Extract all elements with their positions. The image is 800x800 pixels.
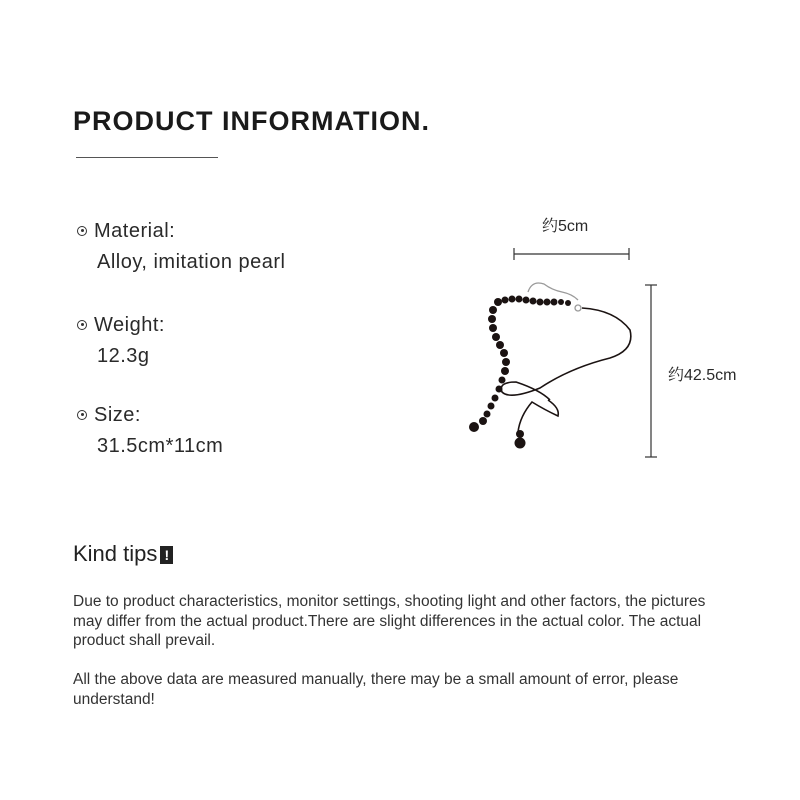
height-dimension-line: [645, 285, 657, 457]
bullet-icon: [77, 320, 87, 330]
height-dimension-label: 约42.5cm: [668, 367, 737, 384]
width-dimension-line: [514, 248, 629, 260]
kind-tips-title: [73, 541, 173, 567]
spec-label: Weight:: [94, 314, 165, 336]
spec-size: [77, 404, 223, 458]
spec-value: Alloy, imitation pearl: [97, 251, 286, 273]
page-title: PRODUCT INFORMATION.: [73, 106, 430, 136]
product-figure: [440, 240, 670, 470]
spec-label: Material:: [94, 220, 176, 242]
spec-weight: [77, 314, 165, 368]
kind-tips-label: Kind tips: [73, 541, 158, 566]
bullet-icon: [77, 226, 87, 236]
spec-value: 12.3g: [97, 345, 150, 367]
width-dimension-label: 约5cm: [542, 218, 589, 235]
spec-material: [77, 220, 285, 274]
title-divider: [76, 157, 218, 158]
necklace-chain: [528, 283, 581, 311]
tips-paragraph: Due to product characteristics, monitor settings, shooting light and other factors, the pictures may differ from the actual product.There are slight differences in the actual color. The actual product shall prevail.: [73, 593, 706, 649]
spec-value: 31.5cm*11cm: [97, 435, 224, 457]
tips-paragraph: All the above data are measured manually, there may be a small amount of error, please understand!: [73, 671, 679, 708]
exclamation-icon: !: [160, 546, 173, 564]
spec-label: Size:: [94, 404, 141, 426]
necklace-strand: [501, 308, 631, 432]
bullet-icon: [77, 410, 87, 420]
